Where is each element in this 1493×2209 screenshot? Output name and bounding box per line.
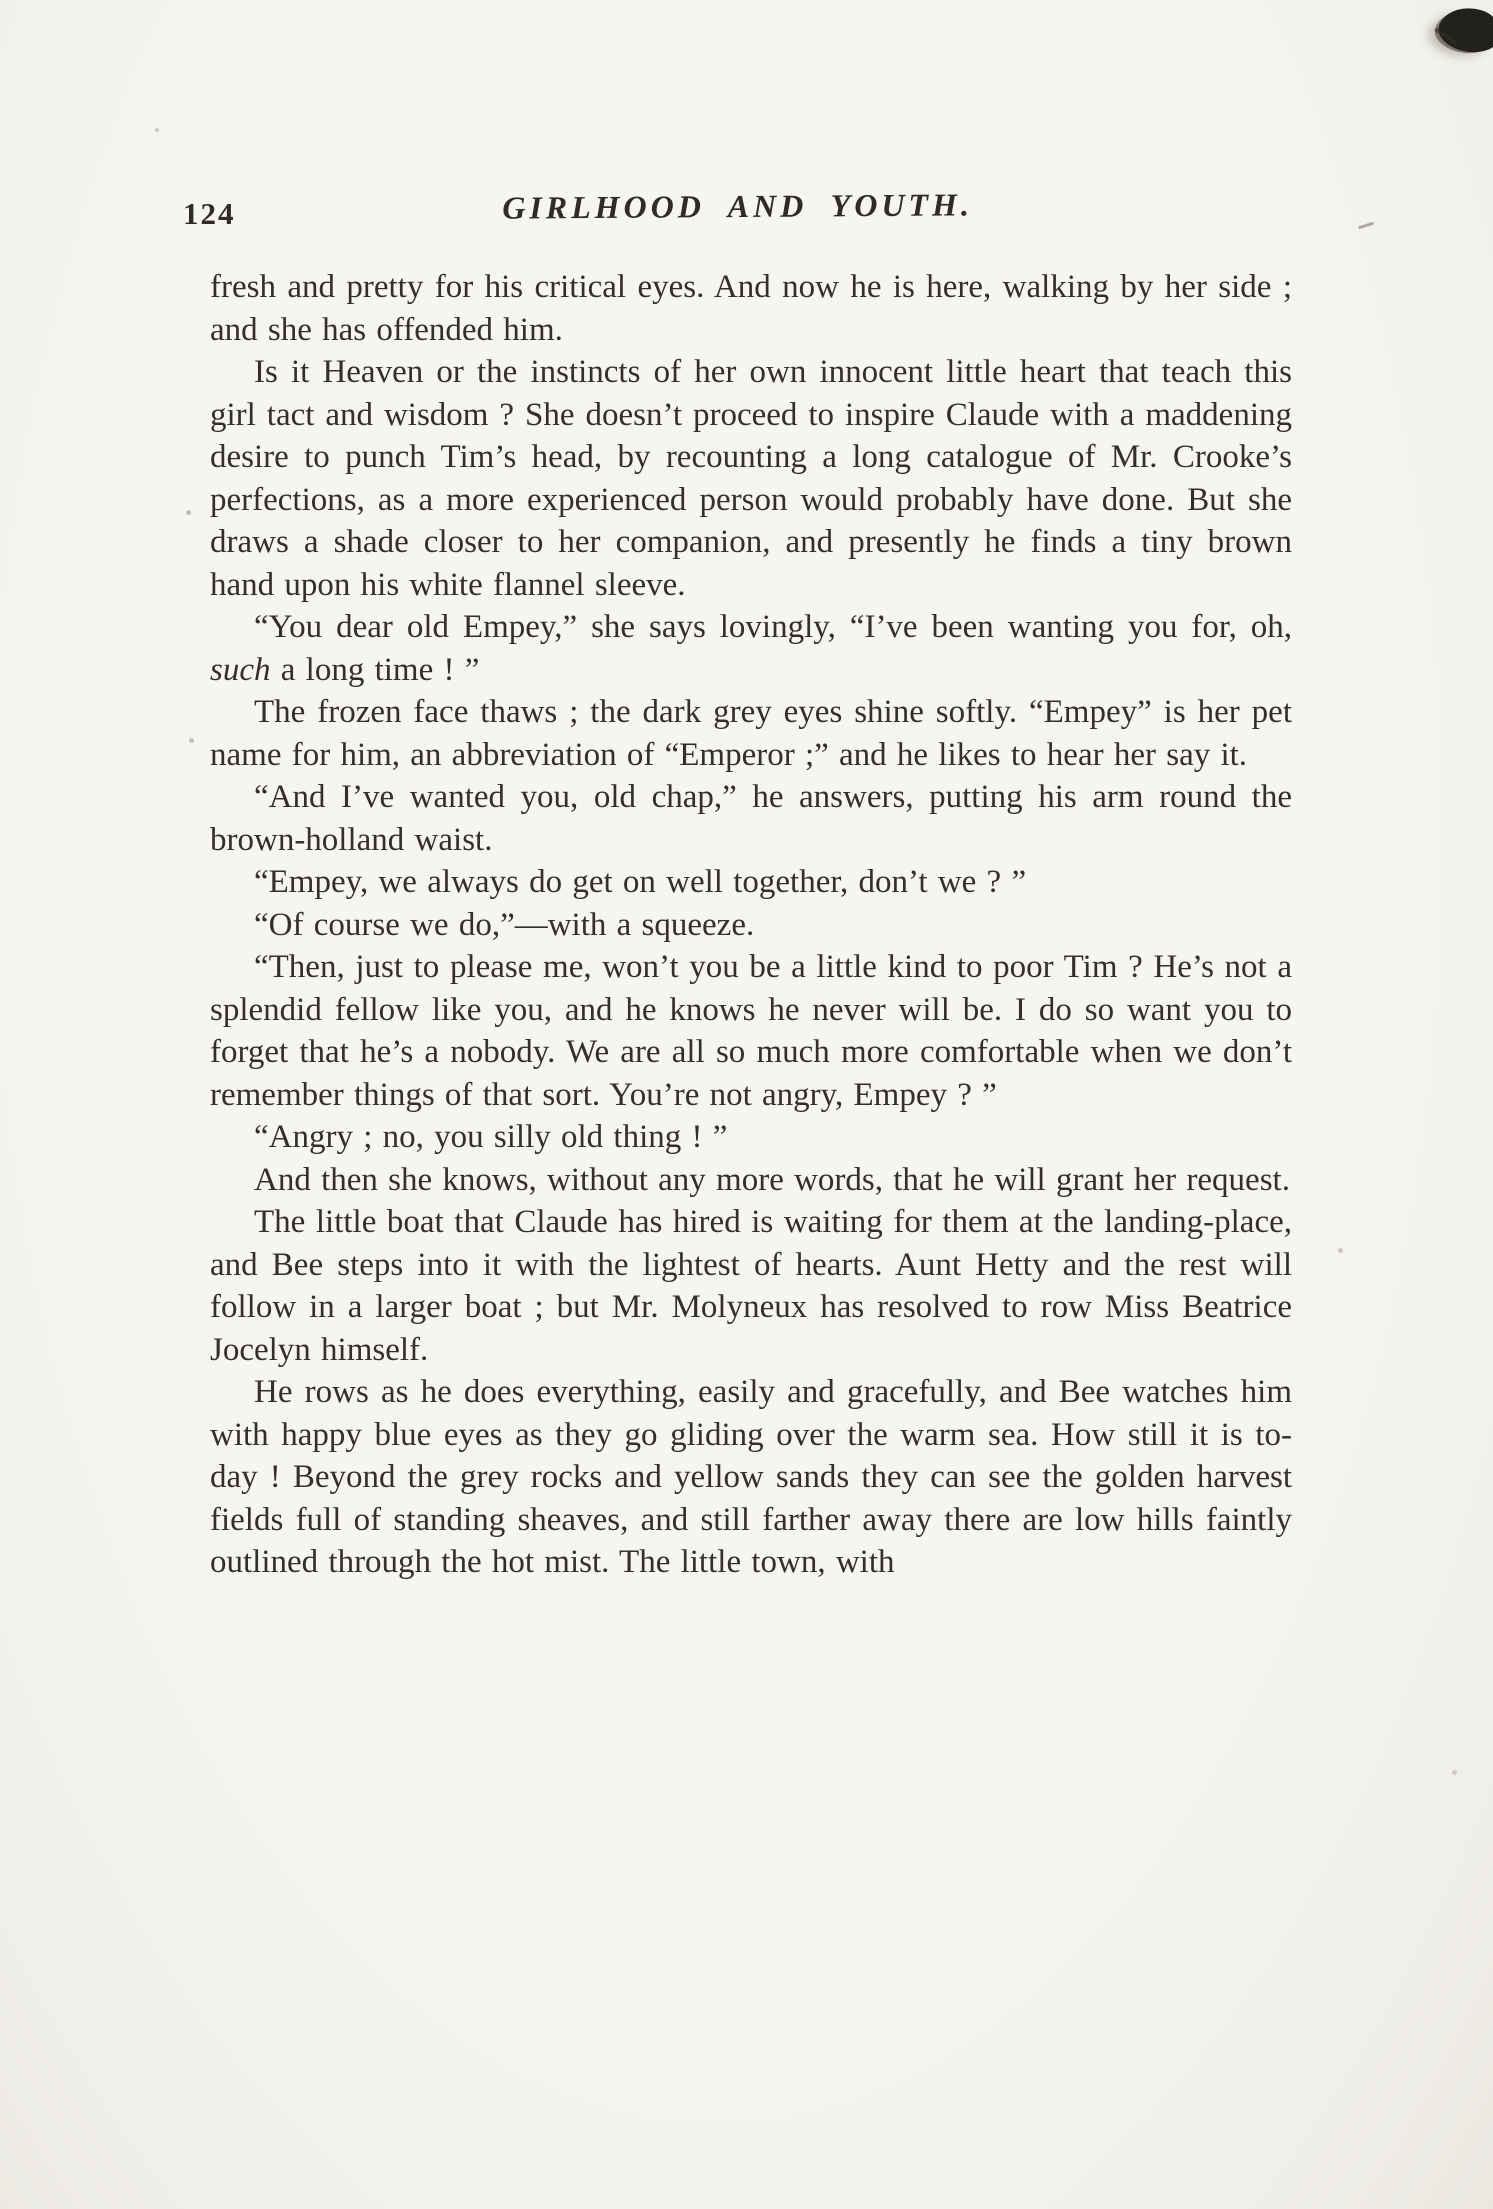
page-number: 124 [183,196,236,231]
scan-speck [189,738,194,743]
paragraph: “Of course we do,”—with a squeeze. [254,906,755,943]
paragraph: The frozen face thaws ; the dark grey eyes shine softly. “Empey” is her pet name for him, an abbreviation of “Emperor ;” and he likes to hear her say it. [210,694,1292,773]
paragraph: Is it Heaven or the instincts of her own innocent little heart that teach this girl tact and wisdom ? She doesn’t proceed to inspire Claude with a maddening desire to punch Tim’s head, by recounting a long catalogue of Mr. Crooke’s perfections, as a more experienced person would probably have done. But she draws a shade closer to her companion, and presently he finds a tiny brown hand upon his white flannel sleeve. [210,354,1292,603]
scan-speck [1338,1248,1343,1253]
paragraph: “Angry ; no, you silly old thing ! ” [254,1119,728,1155]
scan-speck [155,128,159,132]
paragraph: “And I’ve wanted you, old chap,” he answers, putting his arm round the brown-holland waist. [210,779,1292,858]
paragraph: fresh and pretty for his critical eyes. And now he is here, walking by her side ; and she has offended him. [210,269,1292,348]
paragraph: “Empey, we always do get on well together, don’t we ? ” [254,864,1027,900]
paragraph: “You dear old Empey,” she says lovingly, “I’ve been wanting you for, oh, such a long time ! ” [210,609,1292,688]
paragraph: The little boat that Claude has hired is waiting for them at the landing-place, and Bee steps into it with the lightest of hearts. Aunt Hetty and the rest will follow in a larger boat ; but Mr. Molyneux has resolved to row Miss Beatrice Jocelyn himself. [210,1204,1292,1368]
ink-smudge [1435,1,1493,59]
running-header: GIRLHOOD AND YOUTH. [501,186,973,226]
scan-speck [1452,1770,1457,1775]
pen-mark [1358,222,1374,230]
paragraph: “Then, just to please me, won’t you be a little kind to poor Tim ? He’s not a splendid fellow like you, and he knows he never will be. I do so want you to forget that he’s a nobody. We are all so much more comfortable when we don’t remember things of that sort. You’re not angry, Empey ? ” [210,949,1292,1113]
scan-speck [186,510,191,515]
paragraph: He rows as he does everything, easily and gracefully, and Bee watches him with happy blue eyes as they go gliding over the warm sea. How still it is to-day ! Beyond the grey rocks and yellow sands they can see the golden harvest fields full of standing sheaves, and still farther away there are low hills faintly outlined through the hot mist. The little town, with [210,1374,1292,1580]
page-body [210,266,1292,1584]
paragraph: And then she knows, without any more words, that he will grant her request. [254,1161,1290,1198]
